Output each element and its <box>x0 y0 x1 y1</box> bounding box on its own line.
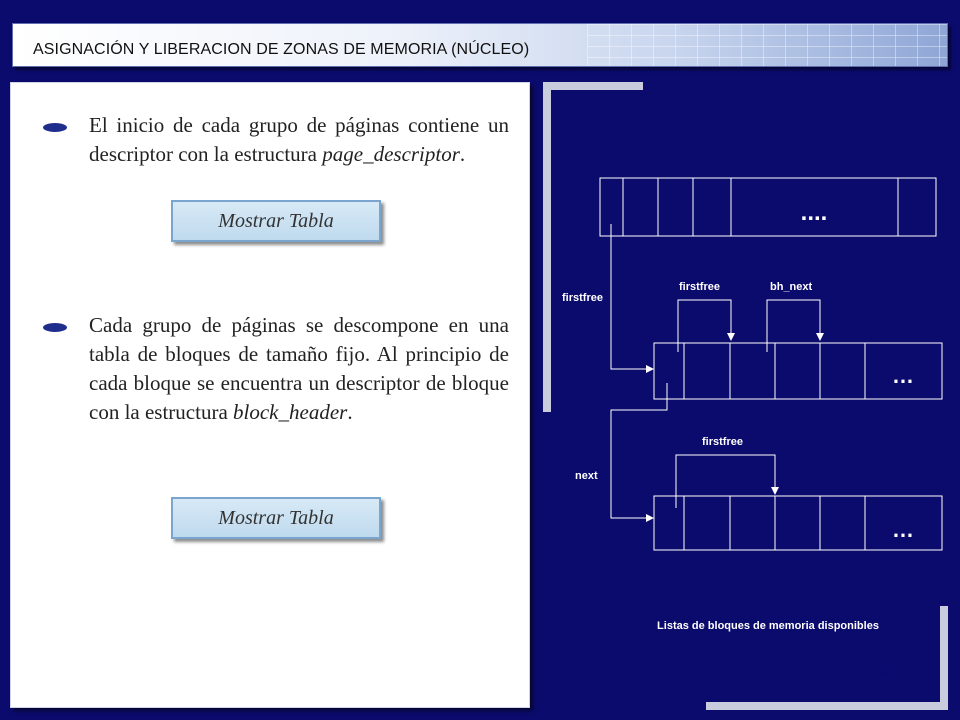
para1-text: El inicio de cada grupo de páginas contiene un descriptor con la estructura <box>89 113 509 166</box>
label-firstfree: firstfree <box>679 281 720 293</box>
show-table-button-2[interactable]: Mostrar Tabla <box>171 497 381 539</box>
para2-text: Cada grupo de páginas se descompone en una tabla de bloques de tamaño fijo. Al principio de cada bloque se encuentra un descriptor de bloque con la estructura <box>89 313 509 424</box>
firstfree-pointer-arrow <box>611 224 653 369</box>
page-number: 31 <box>880 662 897 679</box>
para1-end: . <box>459 142 466 166</box>
block-header-term: block_header <box>233 400 348 424</box>
firstfree-block-arrow <box>678 300 731 352</box>
next-pointer-arrow <box>611 383 667 518</box>
label-firstfree: firstfree <box>702 436 743 448</box>
label-firstfree: firstfree <box>562 292 603 304</box>
show-table-button-1[interactable]: Mostrar Tabla <box>171 200 381 242</box>
firstfree-lower-arrow <box>676 455 775 508</box>
row3-ellipsis: … <box>892 517 914 542</box>
page-group-row <box>600 178 936 236</box>
para2-end: . <box>347 400 353 424</box>
slide-title: ASIGNACIÓN Y LIBERACION DE ZONAS DE MEMORIA (NÚCLEO) <box>33 41 530 58</box>
diagram-caption: Listas de bloques de memoria disponibles <box>657 620 879 632</box>
label-bh-next: bh_next <box>770 281 813 293</box>
row1-ellipsis: .... <box>800 199 828 226</box>
row2-ellipsis: … <box>892 363 914 388</box>
page-descriptor-term: page_descriptor <box>322 142 460 166</box>
label-next: next <box>575 470 598 482</box>
